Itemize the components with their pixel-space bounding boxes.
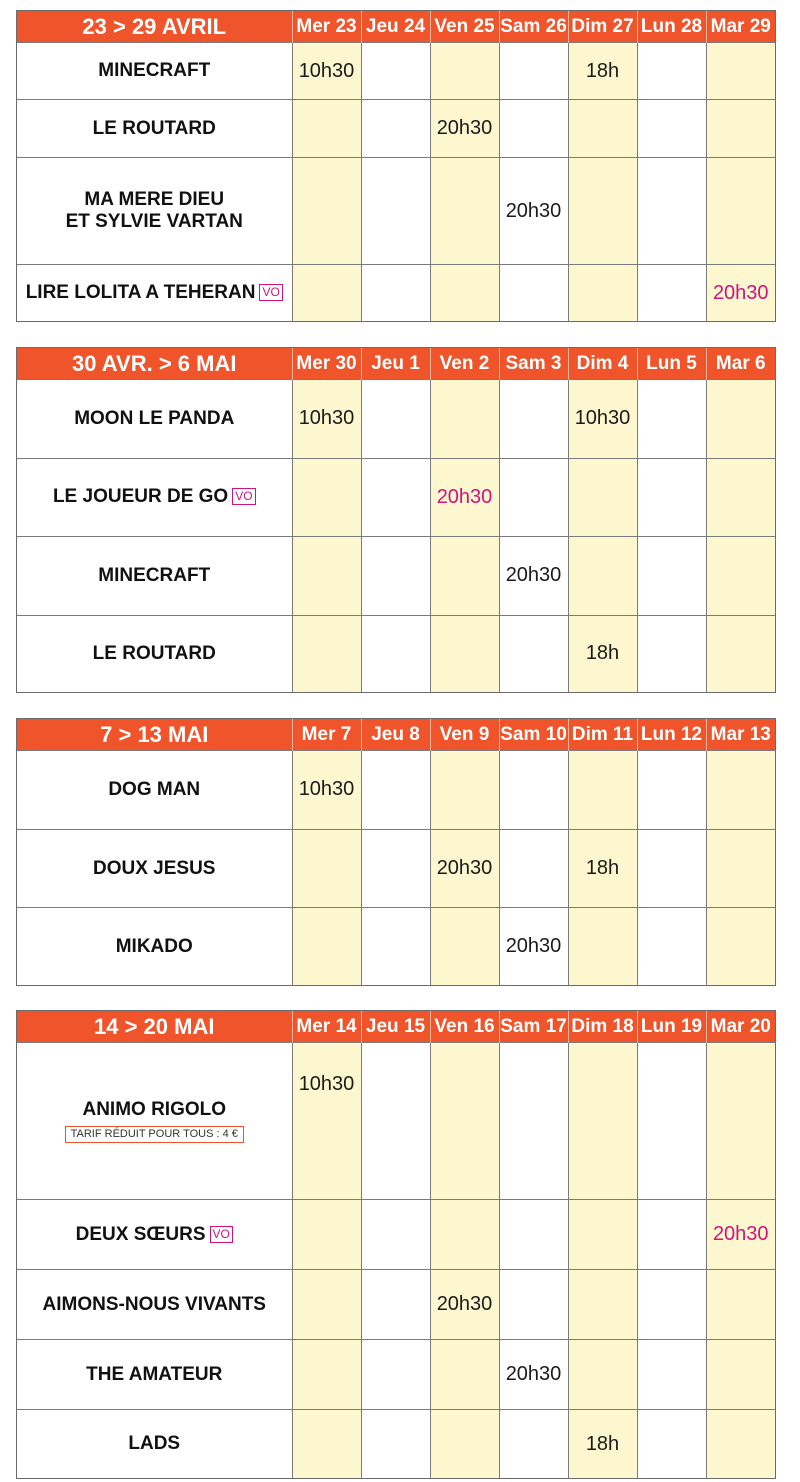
day-header: Mer 14 — [292, 1011, 361, 1043]
showtime-cell: 20h30 — [430, 458, 499, 537]
showtime-cell — [637, 1270, 706, 1340]
film-row — [17, 1270, 775, 1340]
vo-badge: VO — [232, 488, 255, 505]
showtime-cell — [568, 1270, 637, 1340]
showtime-cell: 10h30 — [292, 1043, 361, 1200]
day-header: Mar 6 — [706, 348, 775, 380]
schedule-table — [17, 11, 775, 321]
showtime-cell — [499, 1270, 568, 1340]
schedule-table — [17, 348, 775, 692]
vo-badge: VO — [210, 1226, 233, 1243]
film-row — [17, 615, 775, 692]
showtime-cell — [430, 908, 499, 985]
reduced-price-note: TARIF RÉDUIT POUR TOUS : 4 € — [65, 1126, 244, 1143]
showtime-cell — [430, 615, 499, 692]
showtime-cell: 18h — [568, 43, 637, 100]
showtime-cell — [430, 1410, 499, 1478]
showtime-cell: 20h30 — [499, 1340, 568, 1410]
showtime-cell — [361, 380, 430, 459]
showtime-cell: 18h — [568, 1410, 637, 1478]
film-title-line: MINECRAFT — [98, 60, 211, 82]
showtime-cell — [568, 908, 637, 985]
film-row — [17, 157, 775, 265]
film-row — [17, 908, 775, 985]
film-title — [17, 829, 292, 908]
day-header: Mar 20 — [706, 1011, 775, 1043]
showtime-cell — [637, 157, 706, 265]
showtime-cell — [292, 829, 361, 908]
showtime-cell — [568, 537, 637, 616]
showtime-cell: 20h30 — [430, 829, 499, 908]
showtime-cell — [499, 100, 568, 157]
showtime-cell: 20h30 — [706, 1200, 775, 1270]
header-row — [17, 719, 775, 751]
week-schedule — [16, 1010, 776, 1479]
film-title-line: AIMONS-NOUS VIVANTS — [42, 1293, 266, 1315]
showtime-cell — [499, 1410, 568, 1478]
day-header: Jeu 24 — [361, 11, 430, 43]
showtime-cell — [292, 1200, 361, 1270]
film-title-line: MINECRAFT — [98, 564, 211, 586]
showtime-cell — [361, 1200, 430, 1270]
week-schedule — [16, 718, 776, 986]
showtime-cell — [706, 43, 775, 100]
showtime-cell — [637, 537, 706, 616]
showtime-cell — [706, 458, 775, 537]
showtime-cell: 18h — [568, 615, 637, 692]
showtime-cell — [499, 458, 568, 537]
film-row — [17, 1043, 775, 1200]
film-row — [17, 829, 775, 908]
film-title-line: LADS — [128, 1433, 181, 1454]
film-row — [17, 1410, 775, 1478]
film-title — [17, 157, 292, 265]
film-title — [17, 1043, 292, 1200]
showtime-cell — [430, 1200, 499, 1270]
showtime-cell — [499, 43, 568, 100]
film-title-line: DOUX JESUS — [93, 857, 216, 879]
showtime-cell — [637, 1200, 706, 1270]
day-header: Jeu 15 — [361, 1011, 430, 1043]
showtime-cell — [292, 537, 361, 616]
showtime-cell — [292, 908, 361, 985]
showtime-cell — [361, 751, 430, 830]
vo-badge: VO — [259, 284, 282, 301]
day-header: Mer 30 — [292, 348, 361, 380]
film-title — [17, 1200, 292, 1270]
film-title — [17, 1410, 292, 1478]
film-row — [17, 100, 775, 157]
day-header: Sam 26 — [499, 11, 568, 43]
film-title-line: THE AMATEUR — [86, 1363, 223, 1385]
day-header: Lun 19 — [637, 1011, 706, 1043]
showtime-cell — [706, 157, 775, 265]
showtime-cell: 10h30 — [292, 380, 361, 459]
film-title-line: MOON LE PANDA — [74, 407, 235, 429]
day-header: Lun 5 — [637, 348, 706, 380]
film-title-line: LE ROUTARD — [92, 117, 216, 139]
showtime-cell — [568, 458, 637, 537]
showtime-cell — [637, 265, 706, 321]
day-header: Sam 3 — [499, 348, 568, 380]
showtime-cell — [637, 751, 706, 830]
showtime-cell — [292, 615, 361, 692]
showtime-cell — [568, 265, 637, 321]
film-row — [17, 458, 775, 537]
day-header: Ven 2 — [430, 348, 499, 380]
showtime-cell: 18h — [568, 829, 637, 908]
day-header: Dim 18 — [568, 1011, 637, 1043]
showtime-cell — [292, 100, 361, 157]
showtime-cell — [361, 908, 430, 985]
showtime-cell — [568, 1200, 637, 1270]
film-row — [17, 751, 775, 830]
film-title — [17, 615, 292, 692]
showtime-cell — [706, 380, 775, 459]
showtime-cell — [292, 157, 361, 265]
showtime-cell — [361, 157, 430, 265]
showtime-cell: 20h30 — [430, 100, 499, 157]
showtime-cell — [706, 829, 775, 908]
film-title — [17, 458, 292, 537]
showtime-cell — [292, 1410, 361, 1478]
film-row — [17, 380, 775, 459]
film-title-line: ET SYLVIE VARTAN — [65, 211, 243, 232]
showtime-cell — [637, 1410, 706, 1478]
showtime-cell — [706, 1410, 775, 1478]
film-title-line: LIRE LOLITA A TEHERAN — [25, 282, 256, 304]
film-title — [17, 43, 292, 100]
day-header: Ven 25 — [430, 11, 499, 43]
film-title — [17, 1340, 292, 1410]
showtime-cell — [430, 380, 499, 459]
film-title — [17, 380, 292, 459]
showtime-cell — [568, 751, 637, 830]
showtime-cell — [568, 1340, 637, 1410]
schedule-table — [17, 719, 775, 985]
showtime-cell — [361, 265, 430, 321]
showtime-cell — [430, 1340, 499, 1410]
showtime-cell — [361, 458, 430, 537]
showtime-cell — [637, 100, 706, 157]
showtime-cell: 10h30 — [568, 380, 637, 459]
header-row — [17, 11, 775, 43]
day-header: Dim 27 — [568, 11, 637, 43]
showtime-cell — [706, 908, 775, 985]
showtime-cell — [568, 157, 637, 265]
showtime-cell — [361, 829, 430, 908]
film-title — [17, 1270, 292, 1340]
header-row — [17, 1011, 775, 1043]
film-title-line: ANIMO RIGOLO — [82, 1099, 227, 1121]
film-title — [17, 537, 292, 616]
showtime-cell — [430, 751, 499, 830]
showtime-cell: 20h30 — [499, 157, 568, 265]
showtime-cell: 20h30 — [499, 537, 568, 616]
showtime-cell — [499, 265, 568, 321]
film-title-line: LE ROUTARD — [92, 642, 216, 664]
day-header: Ven 9 — [430, 719, 499, 751]
showtime-cell — [706, 1340, 775, 1410]
day-header: Sam 17 — [499, 1011, 568, 1043]
showtime-cell — [637, 615, 706, 692]
showtime-cell — [637, 908, 706, 985]
showtime-cell: 10h30 — [292, 43, 361, 100]
film-row — [17, 265, 775, 321]
showtime-cell — [706, 1043, 775, 1200]
showtime-cell — [292, 458, 361, 537]
week-range: 23 > 29 AVRIL — [17, 11, 292, 43]
showtime-cell — [361, 537, 430, 616]
showtime-cell: 20h30 — [430, 1270, 499, 1340]
showtime-cell: 20h30 — [706, 265, 775, 321]
showtime-cell — [499, 380, 568, 459]
showtime-cell — [706, 537, 775, 616]
week-schedule — [16, 10, 776, 322]
day-header: Dim 11 — [568, 719, 637, 751]
film-title-line: MIKADO — [115, 935, 193, 957]
showtime-cell — [361, 43, 430, 100]
showtime-cell — [361, 615, 430, 692]
showtime-cell — [361, 100, 430, 157]
film-title-line: LE JOUEUR DE GO — [52, 486, 229, 508]
showtime-cell — [430, 1043, 499, 1200]
film-title-line: MA MERE DIEU — [84, 189, 225, 210]
showtime-cell — [361, 1340, 430, 1410]
showtime-cell — [361, 1043, 430, 1200]
week-range: 14 > 20 MAI — [17, 1011, 292, 1043]
film-row — [17, 43, 775, 100]
day-header: Mar 13 — [706, 719, 775, 751]
showtime-cell — [361, 1270, 430, 1340]
film-title-line: DEUX SŒURS — [75, 1223, 206, 1245]
day-header: Lun 28 — [637, 11, 706, 43]
showtime-cell — [499, 751, 568, 830]
week-range: 7 > 13 MAI — [17, 719, 292, 751]
schedule-table — [17, 1011, 775, 1478]
header-row — [17, 348, 775, 380]
showtime-cell — [706, 615, 775, 692]
showtime-cell — [637, 380, 706, 459]
day-header: Jeu 1 — [361, 348, 430, 380]
showtime-cell — [430, 157, 499, 265]
showtime-cell — [568, 1043, 637, 1200]
showtime-cell — [637, 458, 706, 537]
day-header: Mer 23 — [292, 11, 361, 43]
showtime-cell — [430, 43, 499, 100]
film-title — [17, 100, 292, 157]
film-title — [17, 265, 292, 321]
day-header: Lun 12 — [637, 719, 706, 751]
showtime-cell: 20h30 — [499, 908, 568, 985]
day-header: Dim 4 — [568, 348, 637, 380]
showtime-cell — [637, 1340, 706, 1410]
week-schedule — [16, 347, 776, 693]
day-header: Sam 10 — [499, 719, 568, 751]
showtime-cell: 10h30 — [292, 751, 361, 830]
day-header: Jeu 8 — [361, 719, 430, 751]
film-row — [17, 537, 775, 616]
day-header: Mer 7 — [292, 719, 361, 751]
showtime-cell — [292, 1340, 361, 1410]
showtime-cell — [706, 751, 775, 830]
showtime-cell — [568, 100, 637, 157]
showtime-cell — [499, 615, 568, 692]
showtime-cell — [499, 829, 568, 908]
film-row — [17, 1200, 775, 1270]
showtime-cell — [499, 1043, 568, 1200]
film-title — [17, 751, 292, 830]
showtime-cell — [499, 1200, 568, 1270]
showtime-cell — [292, 265, 361, 321]
showtime-cell — [706, 1270, 775, 1340]
showtime-cell — [430, 265, 499, 321]
film-title — [17, 908, 292, 985]
showtime-cell — [637, 1043, 706, 1200]
film-row — [17, 1340, 775, 1410]
day-header: Mar 29 — [706, 11, 775, 43]
week-range: 30 AVR. > 6 MAI — [17, 348, 292, 380]
film-title-line: DOG MAN — [108, 778, 201, 800]
showtime-cell — [430, 537, 499, 616]
day-header: Ven 16 — [430, 1011, 499, 1043]
showtime-cell — [637, 829, 706, 908]
showtime-cell — [706, 100, 775, 157]
showtime-cell — [361, 1410, 430, 1478]
showtime-cell — [637, 43, 706, 100]
showtime-cell — [292, 1270, 361, 1340]
